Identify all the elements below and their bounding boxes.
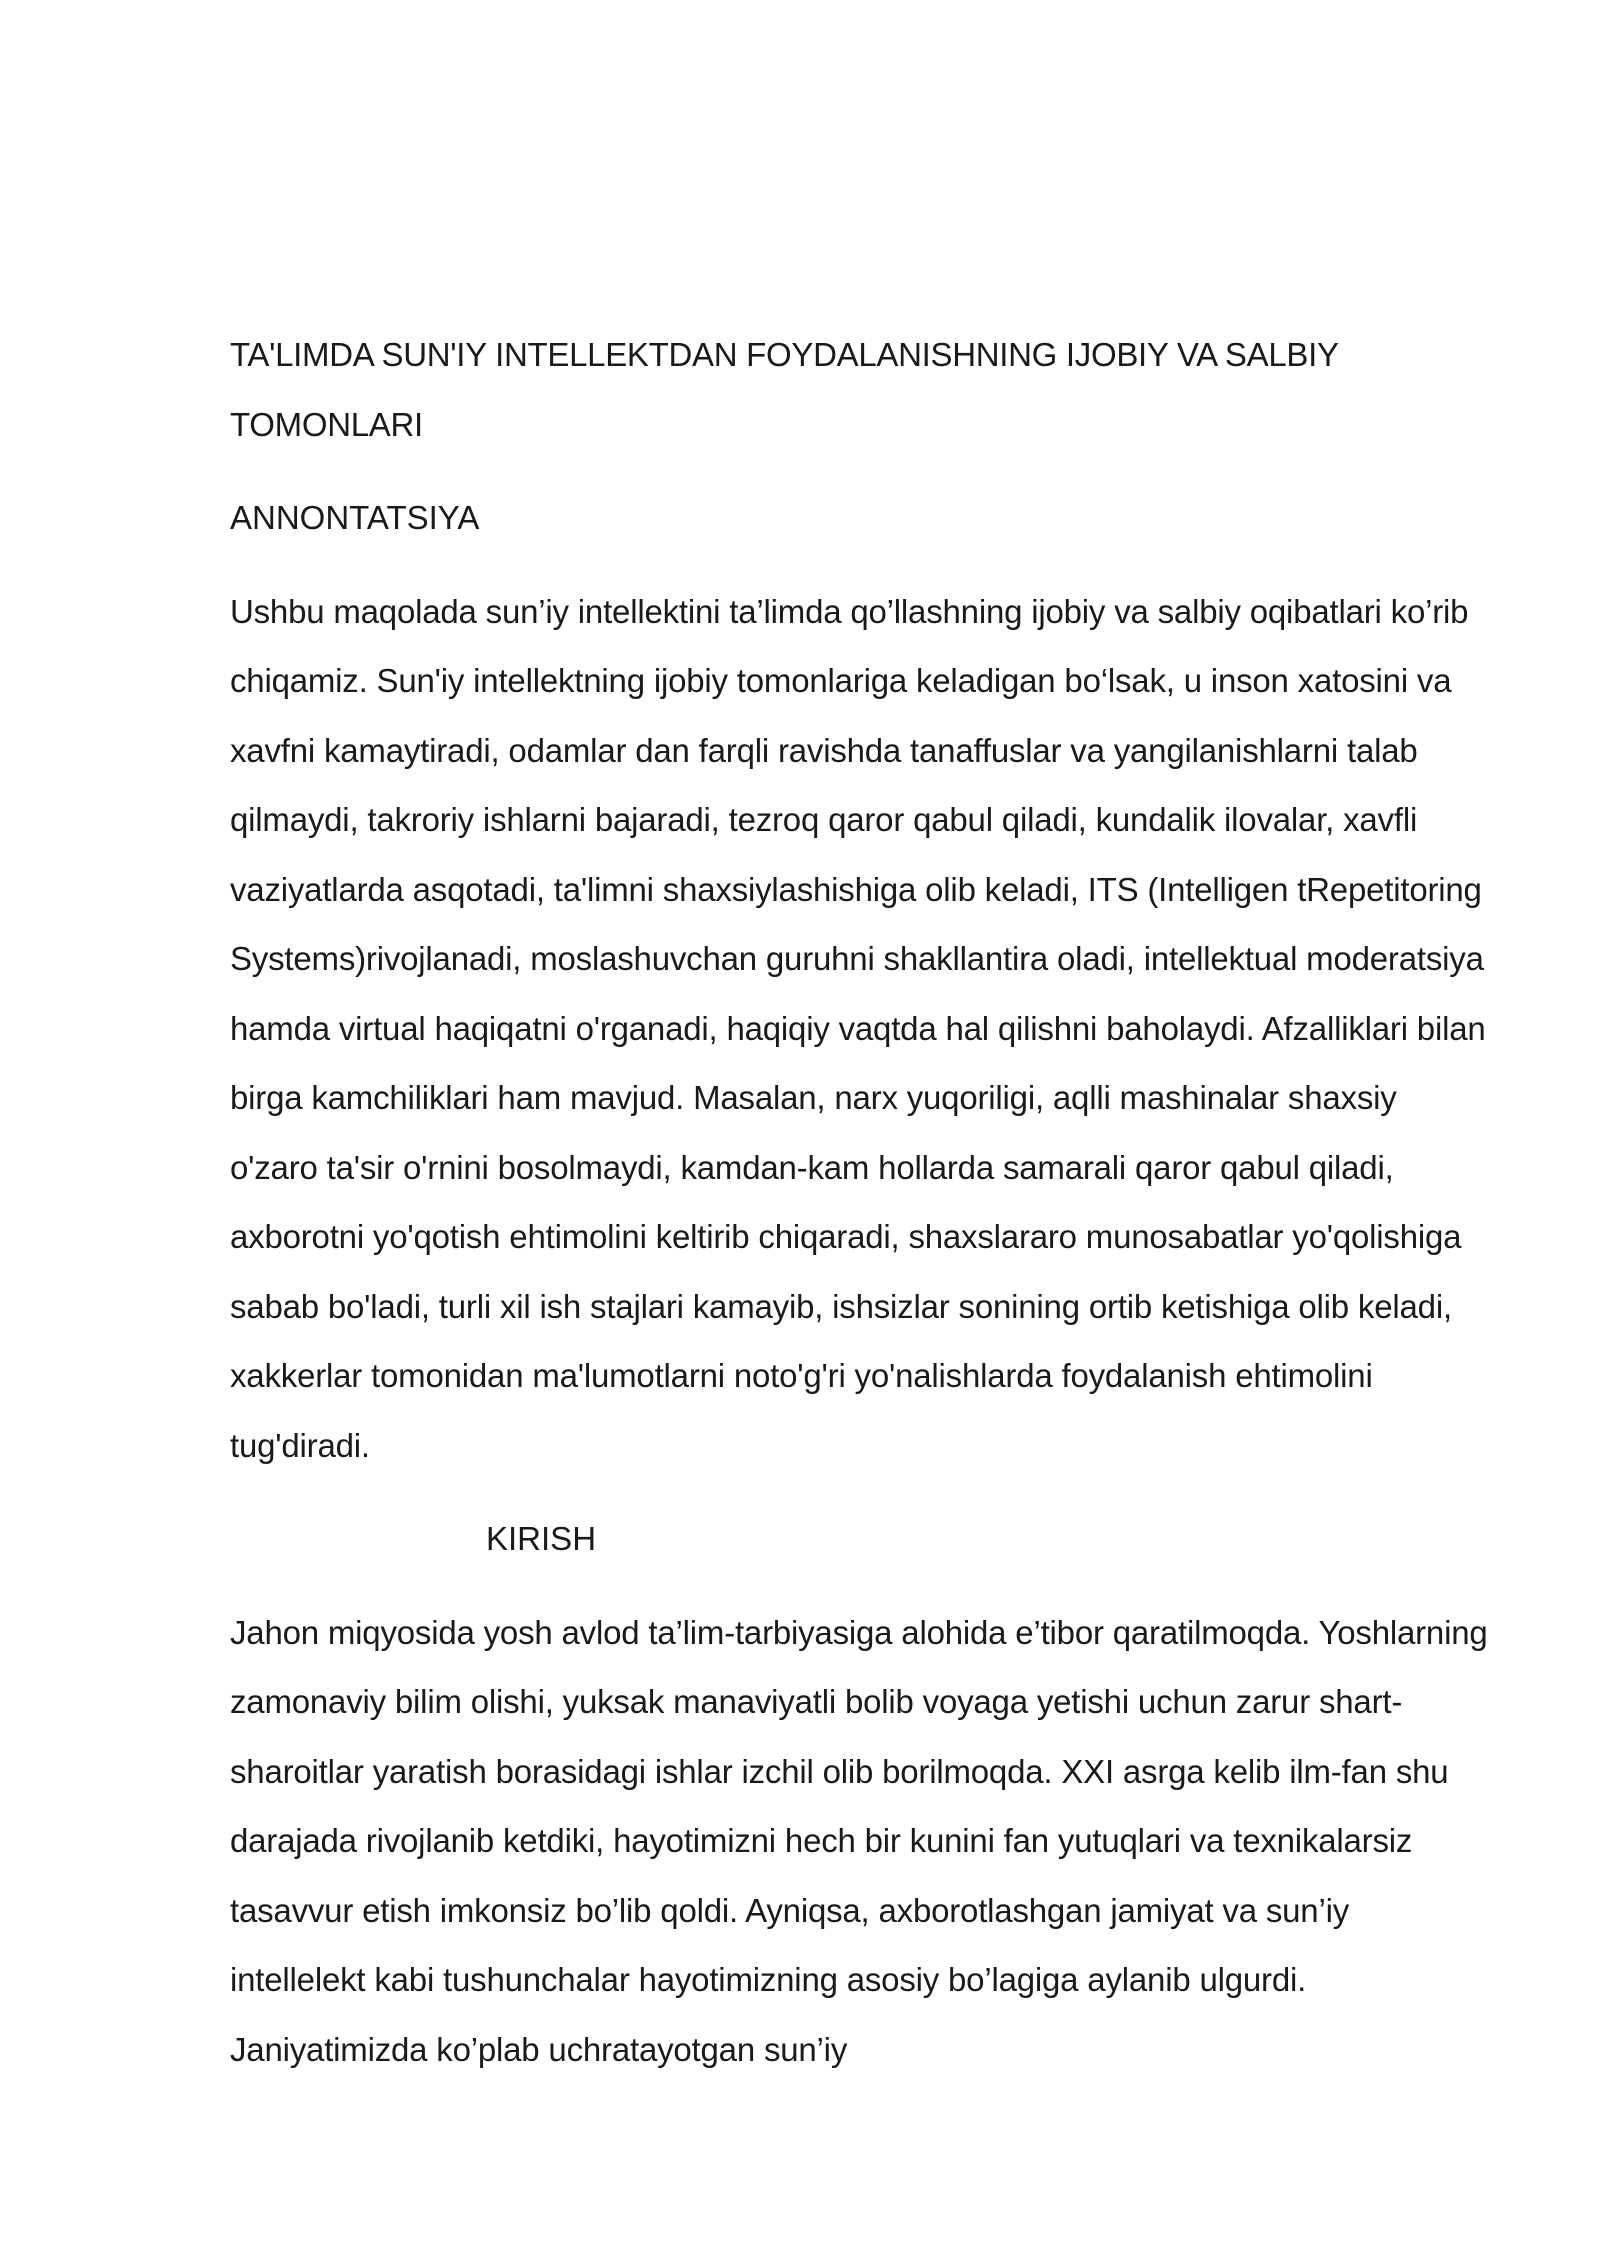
annotation-paragraph: Ushbu maqolada sun’iy intellektini ta’limda qo’llashning ijobiy va salbiy oqibatlari ko’rib chiqamiz. Sun'iy intellektning ijobiy tomonlariga keladigan bo‘lsak, u inson xatosini va xavfni kamaytiradi, odamlar dan farqli ravishda tanaffuslar va yangilanishlarni talab qilmaydi, takroriy ishlarni bajaradi, tezroq qaror qabul qiladi, kundalik ilovalar, xavfli vaziyatlarda asqotadi, ta'limni shaxsiylashishiga olib keladi, ITS (Intelligen tRepetitoring Systems)rivojlanadi, moslashuvchan guruhni shakllantira oladi, intellektual moderatsiya hamda virtual haqiqatni o'rganadi, haqiqiy vaqtda hal qilishni baholaydi. Afzalliklari bilan birga kamchiliklari ham mavjud. Masalan, narx yuqoriligi, aqlli mashinalar shaxsiy o'zaro ta'sir o'rnini bosolmaydi, kamdan-kam hollarda samarali qaror qabul qiladi, axborotni yo'qotish ehtimolini keltirib chiqaradi, shaxslararo munosabatlar yo'qolishiga sabab bo'ladi, turli xil ish stajlari kamayib, ishsizlar sonining ortib ketishiga olib keladi, xakkerlar tomonidan ma'lumotlarni noto'g'ri yo'nalishlarda foydalanish ehtimolini tug'diradi.	[230, 592, 1486, 1464]
intro-heading: KIRISH	[486, 1520, 597, 1557]
document-content	[230, 320, 1490, 2084]
intro-paragraph: Jahon miqyosida yosh avlod ta’lim-tarbiyasiga alohida e’tibor qaratilmoqda. Yoshlarning zamonaviy bilim olishi, yuksak manaviyatli bolib voyaga yetishi uchun zarur shart-sharoitlar yaratish borasidagi ishlar izchil olib borilmoqda. XXI asrga kelib ilm-fan shu darajada rivojlanib ketdiki, hayotimizni hech bir kunini fan yutuqlari va texnikalarsiz tasavvur etish imkonsiz bo’lib qoldi. Ayniqsa, axborotlashgan jamiyat va sun’iy intellelekt kabi tushunchalar hayotimizning asosiy bo’lagiga aylanib ulgurdi. Janiyatimizda ko’plab uchratayotgan sun’iy	[230, 1613, 1488, 2068]
document-title: TA'LIMDA SUN'IY INTELLEKTDAN FOYDALANISHNING IJOBIY VA SALBIY TOMONLARI	[230, 336, 1339, 443]
annotation-heading: ANNONTATSIYA	[230, 499, 480, 536]
